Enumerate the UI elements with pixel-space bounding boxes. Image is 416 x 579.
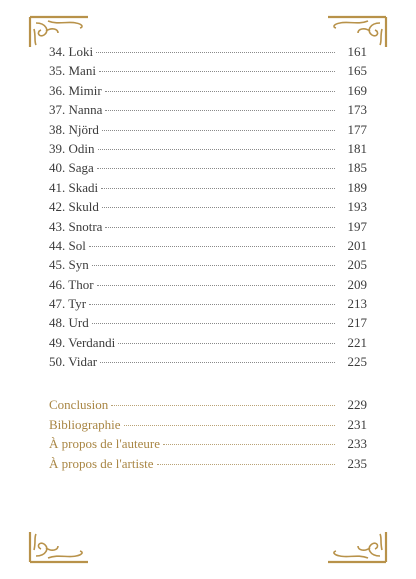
toc-entry-title: 48. Urd bbox=[49, 315, 89, 331]
toc-entry-page: 173 bbox=[347, 102, 367, 118]
dot-leader bbox=[89, 304, 335, 305]
toc-entry-title: 35. Mani bbox=[49, 63, 96, 79]
toc-entry-title: 50. Vidar bbox=[49, 354, 98, 370]
toc-entry-title: 38. Njörd bbox=[49, 121, 99, 137]
toc-entry[interactable] bbox=[49, 139, 367, 158]
toc-entry-title: 49. Verdandi bbox=[49, 334, 116, 350]
toc-entry-title: 46. Thor bbox=[49, 276, 94, 292]
dot-leader bbox=[105, 91, 335, 92]
toc-entry-title: 40. Saga bbox=[49, 160, 94, 176]
dot-leader bbox=[163, 444, 335, 445]
toc-entry[interactable] bbox=[49, 434, 367, 454]
toc-entry[interactable] bbox=[49, 275, 367, 294]
toc-entry-title: 42. Skuld bbox=[49, 199, 99, 215]
toc-entry-page: 217 bbox=[347, 315, 367, 331]
toc-entry-page: 165 bbox=[347, 63, 367, 79]
toc-entry[interactable] bbox=[49, 415, 367, 435]
chapter-list bbox=[49, 42, 367, 372]
toc-entry-title: 44. Sol bbox=[49, 237, 86, 253]
toc-entry[interactable] bbox=[49, 217, 367, 236]
toc-entry-title: 39. Odin bbox=[49, 140, 95, 156]
toc-entry[interactable] bbox=[49, 333, 367, 352]
toc-entry[interactable] bbox=[49, 100, 367, 119]
dot-leader bbox=[99, 71, 335, 72]
toc-entry-page: 231 bbox=[347, 416, 367, 432]
toc-entry[interactable] bbox=[49, 42, 367, 61]
flourish-corner-icon bbox=[28, 530, 90, 564]
toc-entry-page: 189 bbox=[347, 179, 367, 195]
toc-entry-page: 201 bbox=[347, 237, 367, 253]
toc-entry-title: Bibliographie bbox=[49, 416, 121, 432]
toc-entry[interactable] bbox=[49, 294, 367, 313]
toc-entry[interactable] bbox=[49, 236, 367, 255]
dot-leader bbox=[101, 188, 335, 189]
dot-leader bbox=[92, 323, 335, 324]
toc-entry[interactable] bbox=[49, 313, 367, 332]
dot-leader bbox=[105, 227, 335, 228]
toc-entry-title: À propos de l'artiste bbox=[49, 455, 154, 471]
toc-entry[interactable] bbox=[49, 158, 367, 177]
dot-leader bbox=[92, 265, 335, 266]
dot-leader bbox=[102, 207, 335, 208]
dot-leader bbox=[97, 285, 335, 286]
toc-entry-title: 47. Tyr bbox=[49, 296, 87, 312]
dot-leader bbox=[124, 425, 336, 426]
toc-entry[interactable] bbox=[49, 120, 367, 139]
dot-leader bbox=[97, 168, 335, 169]
toc-entry-page: 197 bbox=[347, 218, 367, 234]
dot-leader bbox=[100, 362, 335, 363]
toc-entry-page: 181 bbox=[347, 140, 367, 156]
toc-entry-page: 229 bbox=[347, 397, 367, 412]
dot-leader bbox=[98, 149, 336, 150]
toc-entry-page: 161 bbox=[347, 44, 367, 59]
flourish-corner-icon bbox=[326, 530, 388, 564]
toc-entry-page: 235 bbox=[347, 455, 367, 471]
dot-leader bbox=[89, 246, 335, 247]
toc-entry-page: 221 bbox=[347, 334, 367, 350]
toc-entry-page: 193 bbox=[347, 199, 367, 215]
toc-entry[interactable] bbox=[49, 454, 367, 474]
toc-entry[interactable] bbox=[49, 255, 367, 274]
dot-leader bbox=[105, 110, 335, 111]
toc-entry[interactable] bbox=[49, 395, 367, 415]
toc-entry-title: 41. Skadi bbox=[49, 179, 99, 195]
toc-entry[interactable] bbox=[49, 81, 367, 100]
toc-entry-page: 209 bbox=[347, 276, 367, 292]
toc-entry-title: 45. Syn bbox=[49, 257, 89, 273]
toc-entry-page: 177 bbox=[347, 121, 367, 137]
toc-entry[interactable] bbox=[49, 178, 367, 197]
toc-entry-title: Conclusion bbox=[49, 397, 109, 412]
back-matter-list bbox=[49, 395, 367, 473]
toc-entry-title: 34. Loki bbox=[49, 44, 94, 59]
toc-entry-page: 205 bbox=[347, 257, 367, 273]
toc-entry-title: 36. Mimir bbox=[49, 82, 102, 98]
toc-entry[interactable] bbox=[49, 197, 367, 216]
dot-leader bbox=[96, 52, 335, 53]
toc-entry-page: 185 bbox=[347, 160, 367, 176]
toc-entry[interactable] bbox=[49, 352, 367, 371]
toc-entry[interactable] bbox=[49, 61, 367, 80]
dot-leader bbox=[111, 405, 335, 406]
toc-entry-title: 37. Nanna bbox=[49, 102, 103, 118]
toc-entry-title: 43. Snotra bbox=[49, 218, 103, 234]
dot-leader bbox=[102, 130, 335, 131]
toc-entry-page: 225 bbox=[347, 354, 367, 370]
toc-entry-page: 213 bbox=[347, 296, 367, 312]
toc-entry-page: 169 bbox=[347, 82, 367, 98]
dot-leader bbox=[157, 464, 335, 465]
toc-entry-page: 233 bbox=[347, 436, 367, 452]
dot-leader bbox=[118, 343, 335, 344]
toc-entry-title: À propos de l'auteure bbox=[49, 436, 161, 452]
